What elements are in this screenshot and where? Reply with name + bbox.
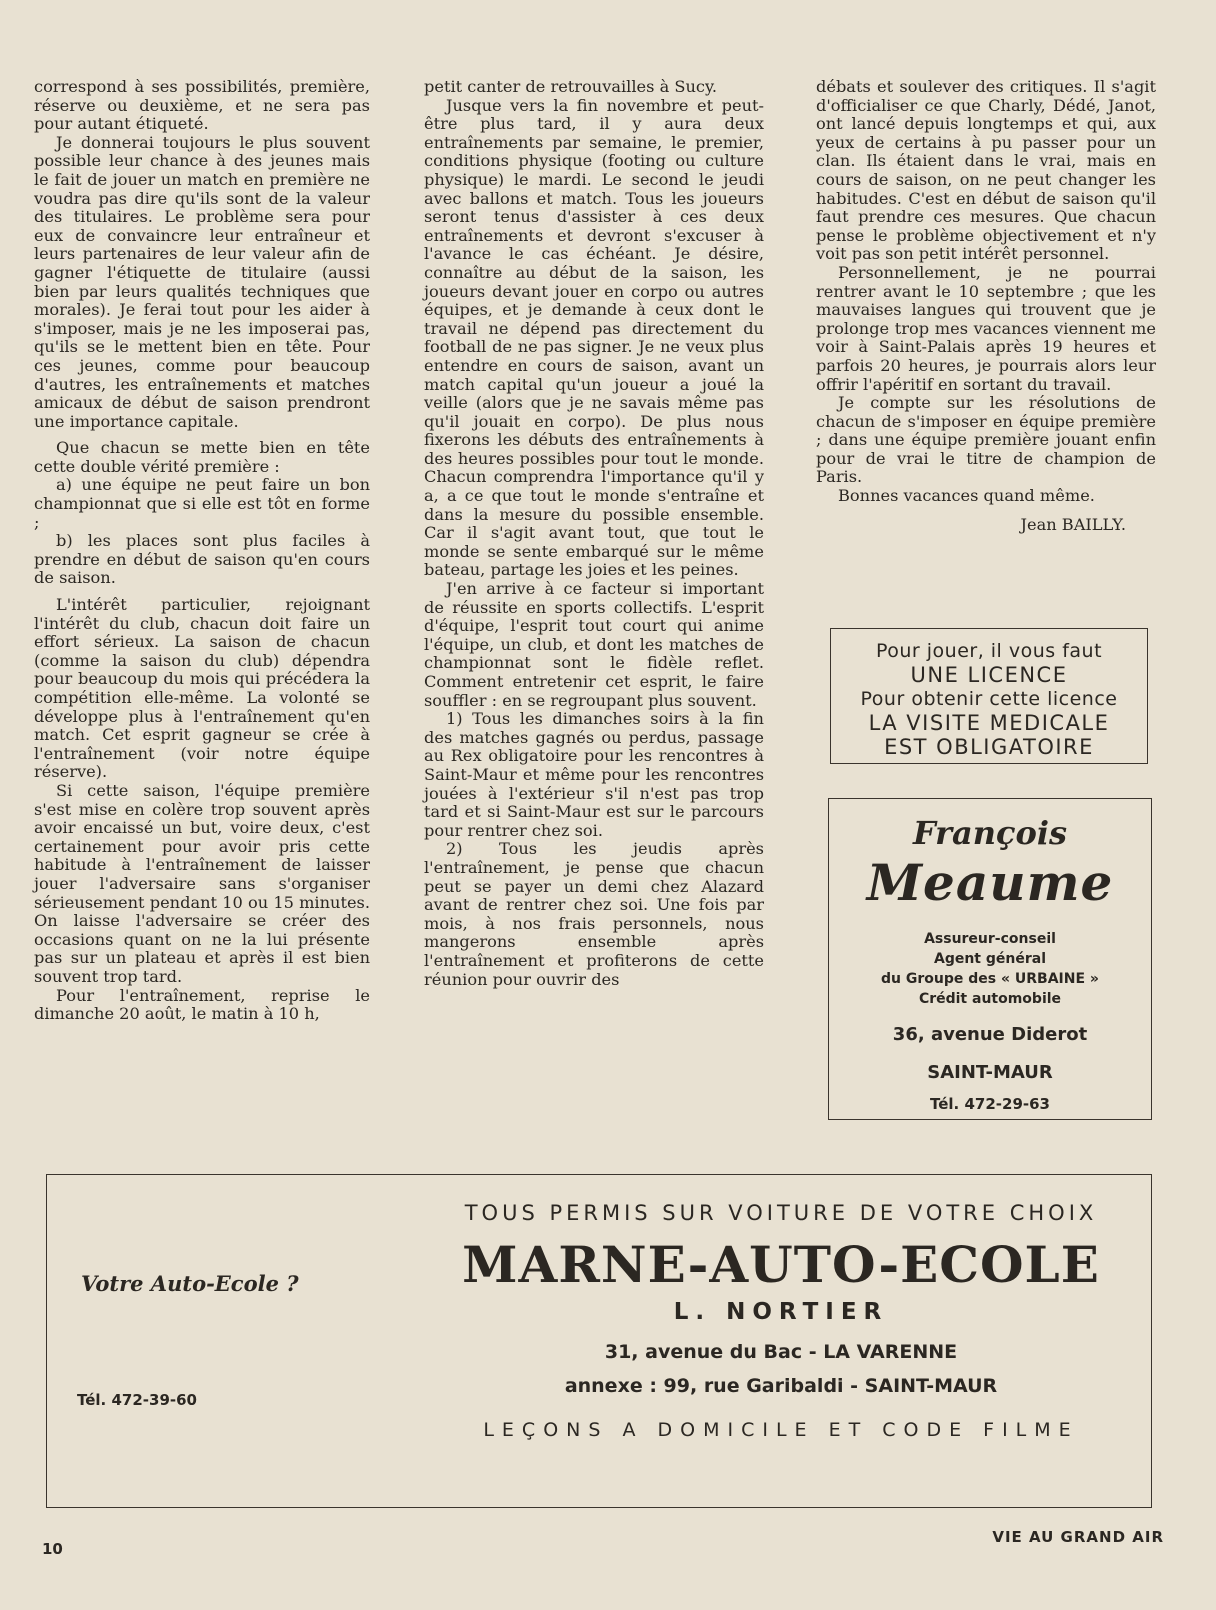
advertiser-last-name: Meaume [866, 853, 1114, 912]
ad-annexe: annexe : 99, rue Garibaldi - SAINT-MAUR [564, 1375, 998, 1397]
magazine-title: VIE AU GRAND AIR [992, 1528, 1164, 1546]
paragraph: Pour l'entraînement, reprise le dimanche 20 août, le matin à 10 h, [34, 985, 370, 1024]
licence-line: Pour jouer, il vous faut [875, 640, 1103, 662]
paragraph: Je compte sur les résolutions de chacun de s'imposer en équipe première ; dans une équipe première jouant enfin pour de vrai le titre de champion de Paris. [816, 393, 1156, 487]
ad-phone: Tél. 472-39-60 [77, 1391, 197, 1409]
ad-services: LEÇONS A DOMICILE ET CODE FILME [483, 1419, 1079, 1441]
paragraph: J'en arrive à ce facteur si important de réussite en sports collectifs. L'esprit d'équipe, l'esprit tout court qui anime l'équipe, un club, et dont les matches de championnat sont le fidèle reflet. Comment entretenir cet esprit, le faire souffler : en se regroupant plus souvent. [424, 579, 764, 710]
ad-address: 36, avenue Diderot [892, 1024, 1088, 1045]
paragraph: Je donnerai toujours le plus souvent possible leur chance à des jeunes mais le fait de jouer un match en première ne voudra pas dire qu'ils sont de la valeur des titulaires. Le problème sera pour eux de convaincre leur entraîneur et leurs partenaires de leur valeur afin de gagner l'étiquette de titulaire (aussi bien par leurs qualités techniques que morales). Je ferai tout pour les aider à s'imposer, mais je ne les imposerai pas, qu'ils se le mettent bien en tête. Pour ces jeunes, comme pour beaucoup d'autres, les entraînements et matches amicaux de début de saison prendront une importance capitale. [34, 132, 370, 431]
paragraph: débats et soulever des critiques. Il s'agit d'officialiser ce que Charly, Dédé, Janot, ont lancé depuis longtemps et qui, aux yeux de certains à pu passer pour un clan. Ils étaient dans le vrai, mais en cours de saison, on ne peut changer les habitudes. C'est en début de saison qu'il faut prendre ces mesures. Que chacun pense le problème objectivement et n'y voit pas son petit intérêt personnel. [816, 77, 1156, 264]
ad-tagline: Votre Auto-Ecole ? [81, 1271, 299, 1296]
article-column-3 [816, 78, 1156, 534]
paragraph: a) une équipe ne peut faire un bon championnat que si elle est tôt en forme ; [34, 475, 370, 532]
author-signature: Jean BAILLY. [1020, 514, 1126, 534]
licence-line: LA VISITE MEDICALE [868, 711, 1110, 735]
ad-city: SAINT-MAUR [927, 1062, 1053, 1083]
paragraph: 1) Tous les dimanches soirs à la fin des matches gagnés ou perdus, passage au Rex obligatoire pour les rencontres à Saint-Maur et même pour les rencontres jouées à l'extérieur s'il n'est pas trop tard et si Saint-Maur est sur le parcours pour rentrer chez soi. [424, 709, 764, 840]
ad-line: du Groupe des « URBAINE » [881, 971, 1099, 987]
ad-brand-name: MARNE-AUTO-ECOLE [462, 1235, 1100, 1294]
ad-address: 31, avenue du Bac - LA VARENNE [604, 1341, 958, 1363]
ad-phone: Tél. 472-29-63 [930, 1095, 1050, 1113]
ad-headline: TOUS PERMIS SUR VOITURE DE VOTRE CHOIX [464, 1201, 1098, 1225]
ad-line: Crédit automobile [918, 991, 1062, 1007]
ad-owner: L. NORTIER [673, 1299, 889, 1325]
paragraph: L'intérêt particulier, rejoignant l'intérêt du club, chacun doit faire un effort sérieux. La saison de chacun (comme la saison du club) dépendra pour beaucoup du mois qui précédera la compétition elle-même. La volonté se développe plus à l'entraînement qu'en match. Cet esprit gagneur se crée à l'entraînement (voir notre équipe réserve). [34, 595, 370, 782]
paragraph: Que chacun se mette bien en tête cette double vérité première : [34, 438, 370, 476]
licence-line: UNE LICENCE [910, 663, 1068, 687]
paragraph: correspond à ses possibilités, première, réserve ou deuxième, et ne sera pas pour autant étiqueté. [34, 77, 370, 134]
licence-line: Pour obtenir cette licence [860, 688, 1118, 710]
insurance-advertisement [828, 798, 1152, 1120]
advertiser-first-name: François [912, 814, 1067, 852]
page-number: 10 [42, 1540, 63, 1558]
paragraph: Personnellement, je ne pourrai rentrer avant le 10 septembre ; que les mauvaises langues qui trouvent que je prolonge trop mes vacances viennent me voir à Saint-Palais après 19 heures et parfois 20 heures, je pourrais alors leur offrir l'apéritif en sortant du travail. [816, 262, 1156, 394]
ad-main-block [423, 1175, 1139, 1441]
paragraph: petit canter de retrouvailles à Sucy. [424, 77, 718, 96]
paragraph: b) les places sont plus faciles à prendre en début de saison qu'en cours de saison. [34, 531, 370, 588]
paragraph: Si cette saison, l'équipe première s'est mise en colère trop souvent après avoir encaissé un but, voire deux, c'est certainement pour avoir pris cette habitude à l'entraînement de laisser jouer l'adversaire sans s'organiser sérieusement pendant 10 ou 15 minutes. On laisse l'adversaire se créer des occasions quant on ne la lui présente pas sur un plateau et après il est bien souvent trop tard. [34, 780, 370, 986]
paragraph: 2) Tous les jeudis après l'entraînement, je pense que chacun peut se payer un demi chez Alazard avant de rentrer chez soi. Une fois par mois, à nos frais personnels, nous mangerons ensemble après l'entraînement et profiterons de cette réunion pour ouvrir des [424, 839, 764, 989]
licence-line: EST OBLIGATOIRE [884, 735, 1094, 759]
ad-line: Agent général [933, 951, 1046, 967]
ad-line: Assureur-conseil [924, 931, 1056, 947]
paragraph: Jusque vers la fin novembre et peut-être plus tard, il y aura deux entraînements par semaine, le premier, conditions physique (footing ou culture physique) le mardi. Le second le jeudi avec ballons et match. Tous les joueurs seront tenus d'assister à ces deux entraînements et devront s'excuser à l'avance le cas échéant. Je désire, connaître au début de la saison, les joueurs devant jouer en corpo ou autres équipes, et je demande à ceux dont le travail ne dépend pas directement du football de ne pas signer. Je ne veux plus entendre en cours de saison, avant un match capital qu'un joueur a joué la veille (alors que je ne savais même pas qu'il jouait en corpo). De plus nous fixerons les débuts des entraînements à des heures possibles pour tout le monde. Chacun comprendra l'importance qu'il y a, a ce que tout le monde s'entraîne et dans la mesure du possible ensemble. Car il s'agit avant tout, que tout le monde se sente embarqué sur le même bateau, partage les joies et les peines. [424, 95, 764, 580]
article-column-2 [424, 78, 764, 989]
driving-school-advertisement [46, 1174, 1152, 1508]
paragraph: Bonnes vacances quand même. [838, 486, 1095, 506]
licence-notice-box [830, 628, 1148, 764]
article-column-1 [34, 78, 370, 1024]
